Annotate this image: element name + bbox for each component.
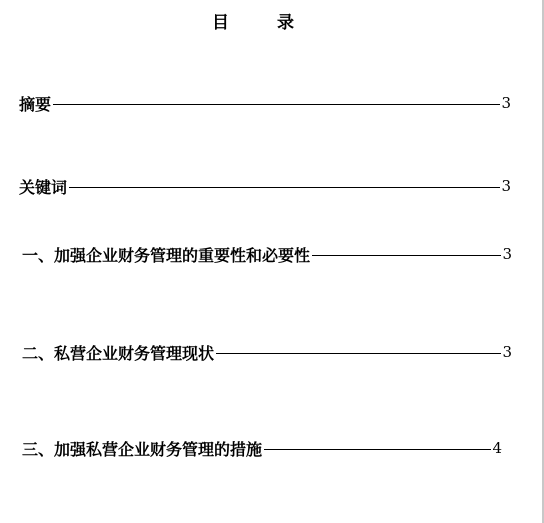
toc-leader-line <box>53 104 500 105</box>
toc-page-number: 3 <box>501 94 511 112</box>
toc-page-number: 3 <box>502 343 512 361</box>
toc-leader-line <box>216 353 501 354</box>
toc-page-number: 3 <box>501 177 511 195</box>
toc-entry-abstract <box>19 92 511 114</box>
toc-entry-keywords <box>19 175 511 197</box>
toc-page-number: 4 <box>492 439 502 457</box>
toc-entry-section-1 <box>22 243 512 265</box>
toc-entry-label: 一、加强企业财务管理的重要性和必要性 <box>22 245 311 265</box>
toc-leader-line <box>312 255 501 256</box>
toc-title-char-2: 录 <box>277 13 294 33</box>
toc-entry-label: 摘要 <box>19 94 52 114</box>
toc-entry-label: 关键词 <box>19 177 68 197</box>
toc-entry-section-3 <box>22 437 502 459</box>
toc-title <box>212 8 294 33</box>
toc-leader-line <box>264 449 491 450</box>
toc-page-number: 3 <box>502 245 512 263</box>
toc-entry-label: 三、加强私营企业财务管理的措施 <box>22 439 263 459</box>
toc-leader-line <box>69 187 500 188</box>
toc-title-char-1: 目 <box>212 13 229 33</box>
toc-entry-label: 二、私营企业财务管理现状 <box>22 343 215 363</box>
toc-entry-section-2 <box>22 341 512 363</box>
